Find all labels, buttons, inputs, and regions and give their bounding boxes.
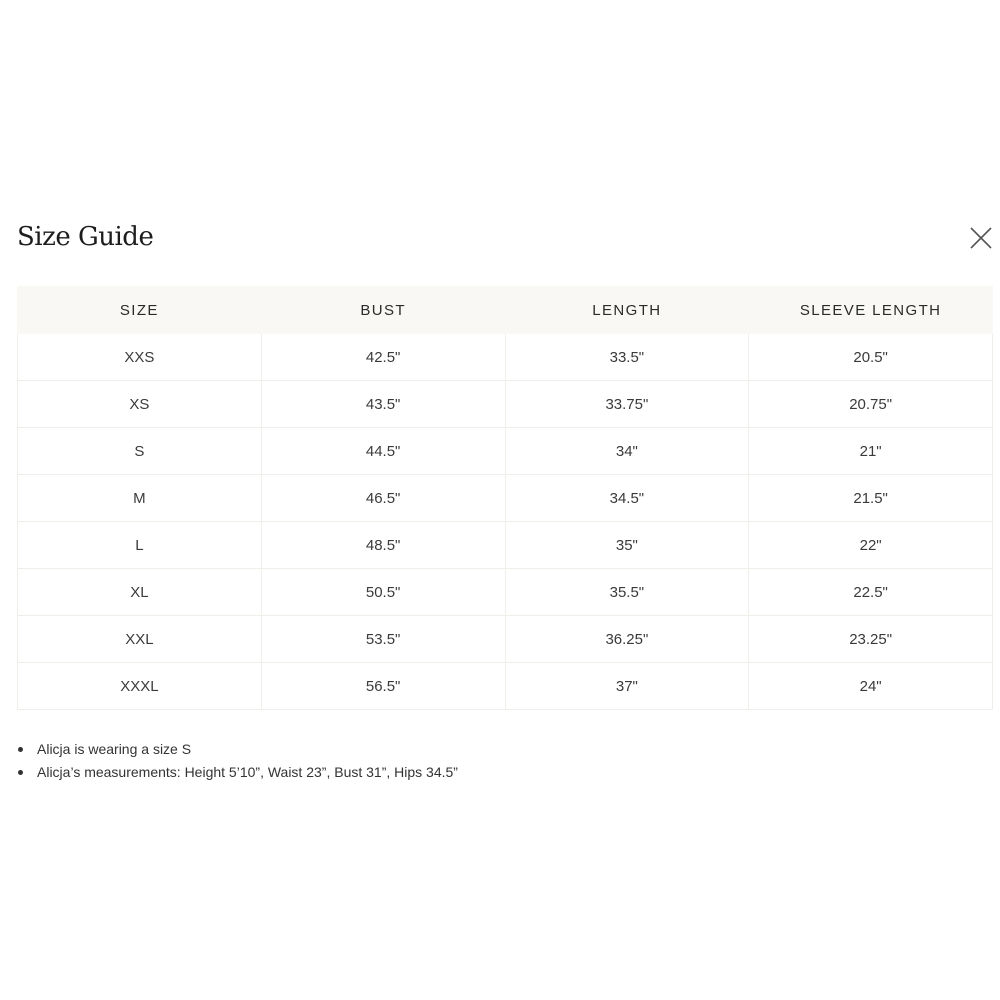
sleeve-length-cell: 20.75" xyxy=(749,381,993,428)
column-header-sleeve-length: SLEEVE LENGTH xyxy=(749,287,993,334)
close-icon xyxy=(967,224,995,252)
sleeve-length-cell: 23.25" xyxy=(749,616,993,663)
sleeve-length-cell: 21" xyxy=(749,428,993,475)
note-item xyxy=(17,738,993,761)
bust-cell: 46.5" xyxy=(261,475,505,522)
size-cell: XXS xyxy=(18,334,262,381)
size-cell: L xyxy=(18,522,262,569)
sleeve-length-cell: 22.5" xyxy=(749,569,993,616)
length-cell: 34.5" xyxy=(505,475,749,522)
modal-header xyxy=(17,220,993,286)
size-cell: XS xyxy=(18,381,262,428)
table-row xyxy=(18,475,993,522)
modal-title: Size Guide xyxy=(17,222,154,252)
length-cell: 36.25" xyxy=(505,616,749,663)
close-button[interactable] xyxy=(967,224,995,252)
note-item xyxy=(17,761,993,784)
table-row xyxy=(18,522,993,569)
length-cell: 35" xyxy=(505,522,749,569)
column-header-length: LENGTH xyxy=(505,287,749,334)
bullet-icon xyxy=(18,770,23,775)
bust-cell: 48.5" xyxy=(261,522,505,569)
bust-cell: 53.5" xyxy=(261,616,505,663)
size-cell: M xyxy=(18,475,262,522)
table-row xyxy=(18,616,993,663)
size-cell: S xyxy=(18,428,262,475)
bust-cell: 50.5" xyxy=(261,569,505,616)
length-cell: 35.5" xyxy=(505,569,749,616)
model-notes xyxy=(17,738,993,784)
bust-cell: 43.5" xyxy=(261,381,505,428)
table-row xyxy=(18,334,993,381)
length-cell: 34" xyxy=(505,428,749,475)
length-cell: 37" xyxy=(505,663,749,710)
size-cell: XL xyxy=(18,569,262,616)
bust-cell: 56.5" xyxy=(261,663,505,710)
column-header-size: SIZE xyxy=(18,287,262,334)
size-table xyxy=(17,286,993,710)
sleeve-length-cell: 21.5" xyxy=(749,475,993,522)
note-text: Alicja’s measurements: Height 5’10”, Waist 23”, Bust 31”, Hips 34.5” xyxy=(37,764,458,780)
table-row xyxy=(18,663,993,710)
sleeve-length-cell: 20.5" xyxy=(749,334,993,381)
size-cell: XXL xyxy=(18,616,262,663)
sleeve-length-cell: 22" xyxy=(749,522,993,569)
bust-cell: 44.5" xyxy=(261,428,505,475)
size-guide-modal xyxy=(17,220,993,784)
table-row xyxy=(18,569,993,616)
table-row xyxy=(18,381,993,428)
column-header-bust: BUST xyxy=(261,287,505,334)
note-text: Alicja is wearing a size S xyxy=(37,741,192,757)
table-header-row xyxy=(18,287,993,334)
sleeve-length-cell: 24" xyxy=(749,663,993,710)
size-cell: XXXL xyxy=(18,663,262,710)
length-cell: 33.75" xyxy=(505,381,749,428)
table-row xyxy=(18,428,993,475)
bullet-icon xyxy=(18,747,23,752)
bust-cell: 42.5" xyxy=(261,334,505,381)
length-cell: 33.5" xyxy=(505,334,749,381)
